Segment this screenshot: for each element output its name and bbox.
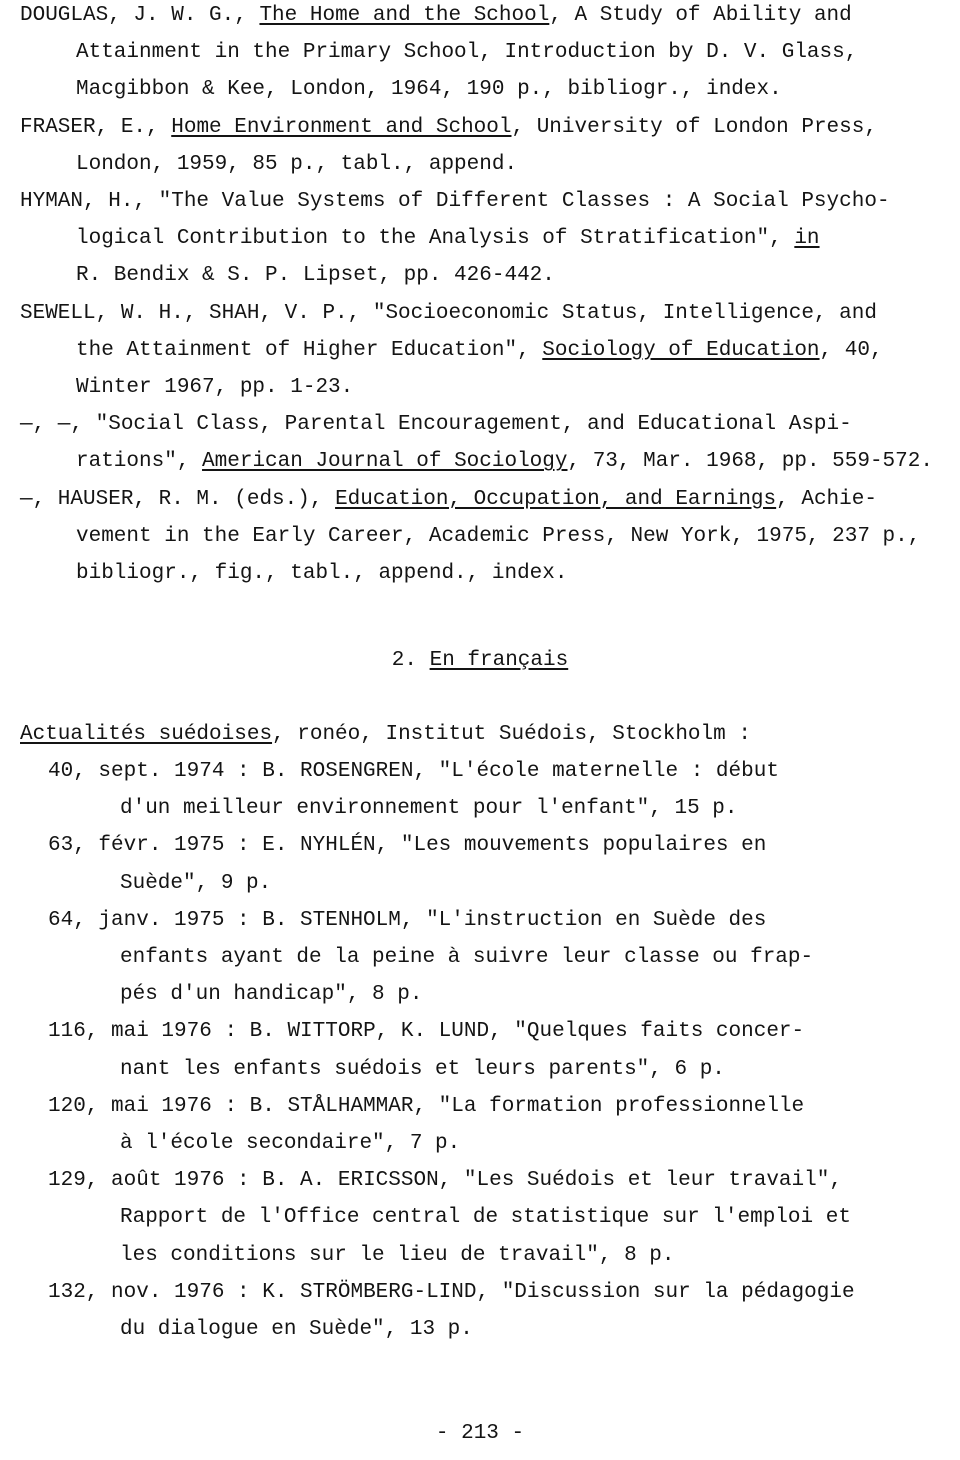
reference-entry-line (20, 0, 852, 34)
section-heading (0, 642, 960, 679)
underlined-title: American Journal of Sociology (202, 450, 568, 474)
text-segment: SEWELL, W. H., SHAH, V. P., "Socioeconomic Status, Intelligence, and (20, 301, 877, 325)
numbered-entry-line (48, 1013, 804, 1050)
text-segment: Macgibbon & Kee, London, 1964, 190 p., bibliogr., index. (76, 78, 782, 102)
text-segment: Suède", 9 p. (120, 871, 272, 895)
text-segment: sept. 1974 : B. ROSENGREN, "L'école maternelle : début (85, 760, 779, 783)
text-segment: logical Contribution to the Analysis of Stratification", (76, 227, 795, 251)
text-segment: , ronéo, Institut Suédois, Stockholm : (272, 723, 751, 746)
text-segment: , Achie- (776, 487, 877, 511)
reference-entry-line (76, 443, 933, 480)
numbered-entry-continuation (120, 865, 271, 902)
numbered-entry-line (48, 1274, 855, 1311)
numbered-entry-line (48, 1088, 804, 1125)
numbered-entry-line (48, 902, 766, 939)
reference-entry-line (20, 406, 852, 443)
text-segment: du dialogue en Suède", 13 p. (120, 1318, 473, 1341)
numbered-entry-continuation (120, 939, 813, 976)
text-segment: —, HAUSER, R. M. (eds.), (20, 487, 336, 511)
text-segment: d'un meilleur environnement pour l'enfant", 15 p. (120, 797, 738, 821)
text-segment: , University of London Press, (511, 115, 877, 139)
underlined-title: in (794, 227, 820, 251)
numbered-entry-line (48, 1162, 842, 1199)
numbered-entry-continuation (120, 1199, 851, 1236)
text-segment: 63, (48, 834, 86, 858)
reference-entry-line (20, 295, 877, 332)
text-segment: 120, (48, 1094, 99, 1118)
reference-entry-line (76, 34, 857, 71)
numbered-entry-continuation (120, 976, 422, 1013)
text-segment: , A Study of Ability and (549, 4, 852, 27)
text-segment: 64, (48, 908, 86, 932)
underlined-title: Education, Occupation, and Earnings (335, 487, 777, 511)
text-segment: bibliogr., fig., tabl., append., index. (76, 562, 568, 585)
reference-entry-line (20, 481, 877, 518)
page-number (0, 1415, 960, 1452)
text-segment: nant les enfants suédois et leurs parents", 6 p. (120, 1057, 725, 1081)
numbered-entry-line (48, 753, 779, 790)
periodical-title (20, 716, 751, 753)
text-segment: août 1976 : B. A. ERICSSON, "Les Suédois et leur travail", (98, 1169, 842, 1193)
text-segment: 116, (48, 1020, 99, 1044)
reference-entry-line (76, 220, 820, 257)
reference-entry-line (76, 146, 517, 183)
text-segment: - 213 - (435, 1422, 525, 1445)
text-segment: —, —, "Social Class, Parental Encouragement, and Educational Aspi- (20, 413, 852, 437)
reference-entry-line (76, 257, 555, 294)
underlined-title: Actualités suédoises (20, 723, 273, 746)
text-segment: Attainment in the Primary School, Introduction by D. V. Glass, (76, 41, 858, 65)
text-segment: the Attainment of Higher Education", (76, 338, 543, 362)
reference-entry-line (76, 518, 920, 555)
text-segment: , 40, (819, 338, 883, 362)
underlined-title: Sociology of Education (542, 338, 820, 362)
reference-entry-line (76, 71, 782, 108)
text-segment: HYMAN, H., "The Value Systems of Different Classes : A Social Psycho- (20, 190, 890, 213)
text-segment: FRASER, E., (20, 115, 172, 139)
text-segment: enfants ayant de la peine à suivre leur classe ou frap- (120, 946, 814, 969)
text-segment: à l'école secondaire", 7 p. (120, 1132, 461, 1155)
text-segment: London, 1959, 85 p., tabl., append. (76, 152, 518, 176)
reference-entry-line (20, 183, 890, 220)
reference-entry-line (76, 332, 883, 369)
underlined-title: The Home and the School (259, 4, 550, 27)
text-segment: rations", (76, 450, 203, 474)
text-segment: 40, (48, 760, 86, 783)
text-segment: Winter 1967, pp. 1-23. (76, 376, 354, 399)
numbered-entry-continuation (120, 1051, 725, 1088)
text-segment: févr. 1975 : E. NYHLÉN, "Les mouvements populaires en (85, 834, 767, 858)
text-segment: DOUGLAS, J. W. G., (20, 4, 260, 27)
numbered-entry-line (48, 827, 766, 864)
text-segment: , 73, Mar. 1968, pp. 559-572. (567, 450, 933, 474)
text-segment: pés d'un handicap", 8 p. (120, 983, 423, 1007)
numbered-entry-continuation (120, 1125, 460, 1162)
numbered-entry-continuation (120, 1311, 473, 1348)
underlined-title: Home Environment and School (171, 115, 512, 139)
text-segment: 132, (48, 1280, 99, 1304)
text-segment: janv. 1975 : B. STENHOLM, "L'instruction en Suède des (85, 908, 767, 932)
text-segment: les conditions sur le lieu de travail", 8 p. (120, 1243, 675, 1267)
text-segment: 2. (391, 649, 430, 672)
text-segment: Rapport de l'Office central de statistique sur l'emploi et (120, 1206, 851, 1230)
numbered-entry-continuation (120, 790, 738, 827)
text-segment: mai 1976 : B. STÅLHAMMAR, "La formation professionnelle (98, 1094, 805, 1118)
text-segment: 129, (48, 1169, 99, 1193)
underlined-title: En français (429, 649, 569, 672)
reference-entry-line (76, 369, 353, 406)
text-segment: mai 1976 : B. WITTORP, K. LUND, "Quelques faits concer- (98, 1020, 805, 1044)
numbered-entry-continuation (120, 1237, 675, 1274)
reference-entry-line (76, 555, 567, 592)
text-segment: R. Bendix & S. P. Lipset, pp. 426-442. (76, 264, 555, 288)
text-segment: vement in the Early Career, Academic Press, New York, 1975, 237 p., (76, 524, 921, 548)
text-segment: nov. 1976 : K. STRÖMBERG-LIND, "Discussion sur la pédagogie (98, 1280, 855, 1304)
reference-entry-line (20, 109, 877, 146)
